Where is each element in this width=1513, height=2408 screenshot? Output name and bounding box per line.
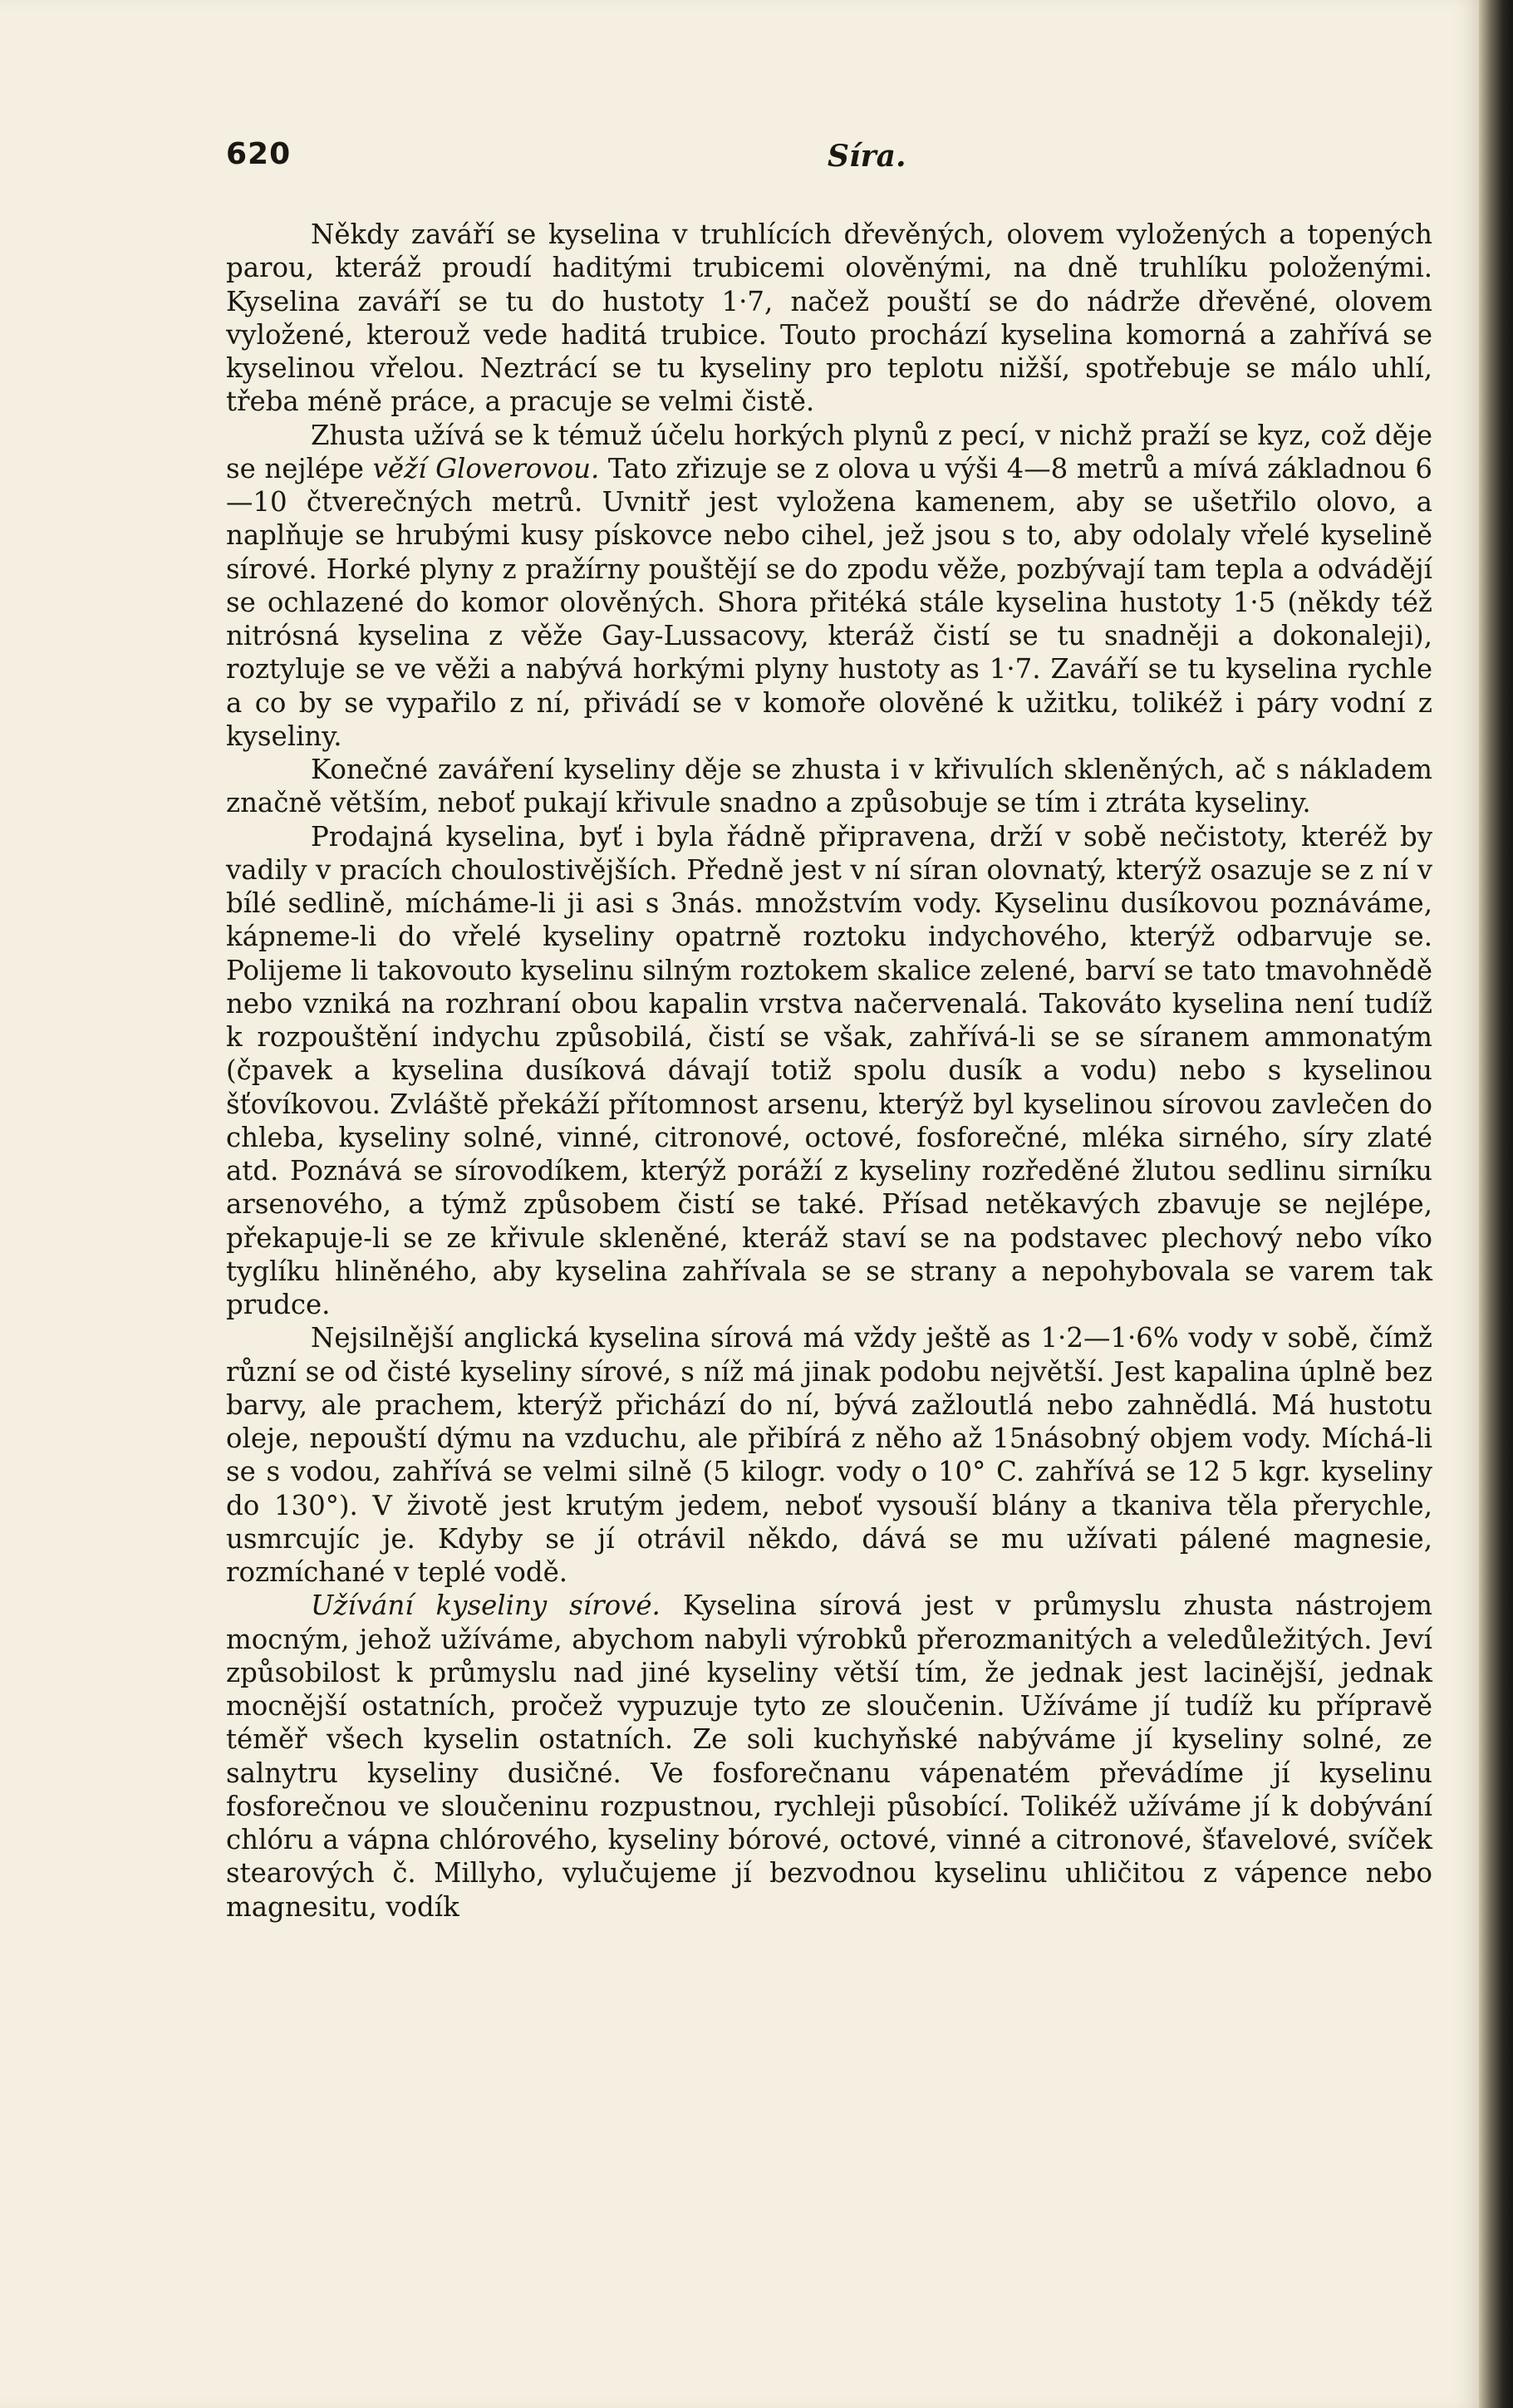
paragraph-text: Tato zřizuje se z olova u výši 4—8 metrů a mívá základnou 6—10 čtverečných metrů. Uvnitř jest vyložena kamenem, aby se ušetřilo olovo, a naplňuje se hrubými kusy pískovce nebo cihel, jež jsou s to, aby odolaly vřelé kyselině sírové. Horké plyny z pražírny pouštějí se do zpodu věže, pozbývají tam tepla a odvádějí se ochlazené do komor olověných. Shora přitéká stále kyselina hustoty 1·5 (někdy též nitrósná kyselina z věže Gay-Lussacovy, kteráž čistí se tu snadněji a dokonaleji), roztyluje se ve věži a nabývá horkými plyny hustoty as 1·7. Zaváří se tu kyselina rychle a co by se vypařilo z ní, přivádí se v komoře olověné k užitku, tolikéž i páry vodní z kyseliny. xyxy=(226,452,1432,752)
section-title: Síra. xyxy=(828,139,906,174)
page-number: 620 xyxy=(226,137,292,171)
emphasized-heading: Užívání kyseliny sírové. xyxy=(311,1590,661,1622)
running-head xyxy=(226,137,1431,187)
paragraph-text: Zhusta užívá se k témuž účelu horkých plynů z pecí, v nichž praží se kyz, což děje se nejlépe xyxy=(226,419,1432,484)
paragraph xyxy=(226,1321,1432,1589)
emphasized-term: věží Gloverovou. xyxy=(372,452,600,484)
paragraph-text: Prodajná kyselina, byť i byla řádně připravena, drží v sobě nečistoty, kteréž by vadily v pracích choulostivějších. Předně jest v ní síran olovnatý, kterýž osazuje se z ní v bílé sedlině, mícháme-li ji asi s 3nás. množstvím vody. Kyselinu dusíkovou poznáváme, kápneme-li do vřelé kyseliny opatrně roztoku indychového, kterýž odbarvuje se. Polijeme li takovouto kyselinu silným roztokem skalice zelené, barví se tato tmavohnědě nebo vzniká na rozhraní obou kapalin vrstva načervenalá. Takováto kyselina není tudíž k rozpouštění indychu způsobilá, čistí se však, zahřívá-li se se síranem ammonatým (čpavek a kyselina dusíková dávají totiž spolu dusík a vodu) nebo s kyselinou šťovíkovou. Zvláště překáží přítomnost arsenu, kterýž byl kyselinou sírovou zavlečen do chleba, kyseliny solné, vinné, citronové, octové, fosforečné, mléka sirného, síry zlaté atd. Poznává se sírovodíkem, kterýž poráží z kyseliny rozředěné žlutou sedlinu sirníku arsenového, a týmž způsobem čistí se také. Přísad netěkavých zbavuje se nejlépe, překapuje-li se ze křivule skleněné, kteráž staví se na podstavec plechový nebo víko tyglíku hliněného, aby kyselina zahřívala se se strany a nepohybovala se varem tak prudce. xyxy=(226,820,1432,1320)
paragraph xyxy=(226,753,1432,820)
paragraph-text: Kyselina sírová jest v průmyslu zhusta nástrojem mocným, jehož užíváme, abychom nabyli výrobků přerozmanitých a veledůležitých. Jeví způsobilost k průmyslu nad jiné kyseliny větší tím, že jednak jest lacinější, jednak mocnější ostatních, pročež vypuzuje tyto ze sloučenin. Užíváme jí tudíž ku přípravě téměř všech kyselin ostatních. Ze soli kuchyňské nabýváme jí kyseliny solné, ze salnytru kyseliny dusičné. Ve fosforečnanu vápenatém převádíme jí kyselinu fosforečnou ve sloučeninu rozpustnou, rychleji působící. Tolikéž užíváme jí k dobývání chlóru a vápna chlórového, kyseliny bórové, octové, vinné a citronové, šťavelové, svíček stearových č. Millyho, vylučujeme jí bezvodnou kyselinu uhličitou z vápence nebo magnesitu, vodík xyxy=(226,1590,1432,1923)
paragraph xyxy=(226,218,1432,419)
paragraph xyxy=(226,419,1432,754)
body-text xyxy=(226,218,1432,1924)
book-spine-edge xyxy=(1479,0,1513,2408)
paragraph-text: Někdy zaváří se kyselina v truhlících dřevěných, olovem vyložených a topených parou, kteráž proudí haditými trubicemi olověnými, na dně truhlíku položenými. Kyselina zaváří se tu do hustoty 1·7, načež pouští se do nádrže dřevěné, olovem vyložené, kterouž vede haditá trubice. Touto prochází kyselina komorná a zahřívá se kyselinou vřelou. Neztrácí se tu kyseliny pro teplotu nižší, spotřebuje se málo uhlí, třeba méně práce, a pracuje se velmi čistě. xyxy=(226,219,1432,418)
paragraph xyxy=(226,1589,1432,1924)
paragraph-text: Nejsilnější anglická kyselina sírová má vždy ještě as 1·2—1·6% vody v sobě, čímž různí se od čisté kyseliny sírové, s níž má jinak podobu největší. Jest kapalina úplně bez barvy, ale prachem, kterýž přichází do ní, bývá zažloutlá nebo zahnědlá. Má hustotu oleje, nepouští dýmu na vzduchu, ale přibírá z něho až 15násobný objem vody. Míchá-li se s vodou, zahřívá se velmi silně (5 kilogr. vody o 10° C. zahřívá se 12 5 kgr. kyseliny do 130°). V životě jest krutým jedem, neboť vysouší blány a tkaniva těla přerychle, usmrcujíc je. Kdyby se jí otrávil někdo, dává se mu užívati pálené magnesie, rozmíchané v teplé vodě. xyxy=(226,1322,1432,1588)
paragraph-text: Konečné zavářenı́ kyseliny děje se zhusta i v křivulích skleněných, ač s nákladem značně větším, neboť pukají křivule snadno a způsobuje se tím i ztráta kyseliny. xyxy=(226,754,1432,819)
paragraph xyxy=(226,820,1432,1322)
